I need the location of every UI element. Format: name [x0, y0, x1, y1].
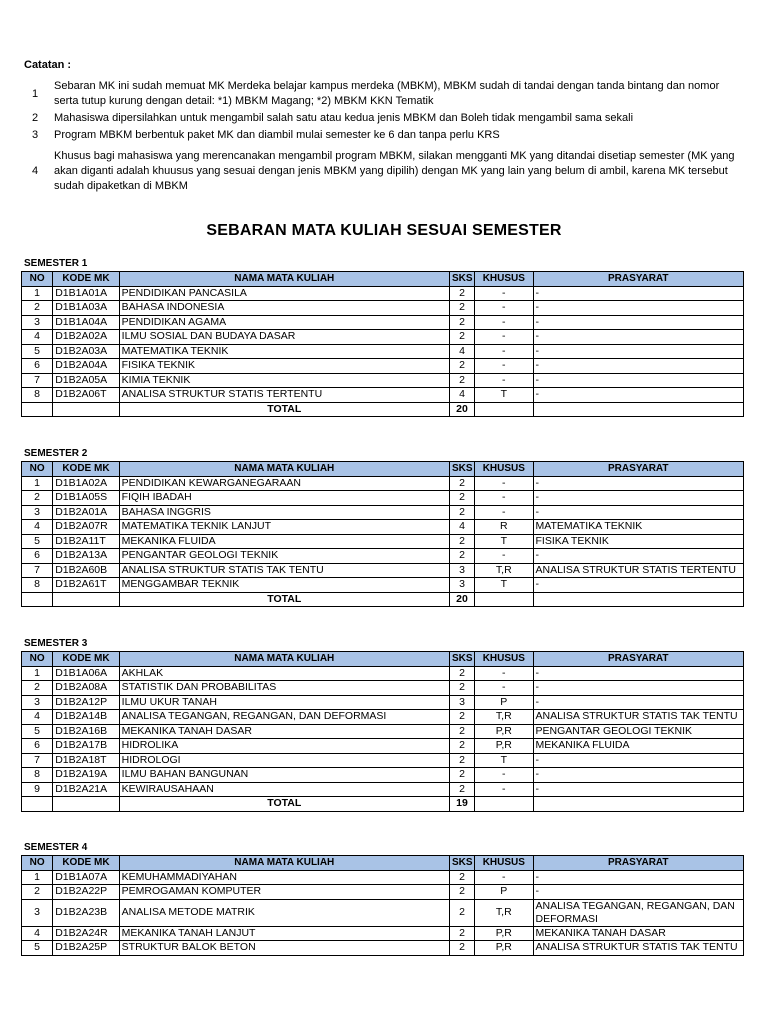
note-text: Khusus bagi mahasiswa yang merencanakan mengambil program MBKM, silakan mengganti MK yang ditandai disetiap semester (MK yang akan diganti adalah khuusus yang sesuai dengan jenis MBKM yang dipilih) dengan MK yang lain yang belum di ambil, karena MK tersebut sudah dipaketkan di MBKM	[54, 150, 735, 192]
cell-prasyarat: -	[533, 388, 744, 403]
cell-no: 3	[22, 899, 53, 926]
course-table	[21, 461, 744, 607]
cell-kode-mk: D1B2A21A	[53, 782, 119, 797]
total-empty-cell	[22, 592, 53, 607]
cell-prasyarat: ANALISA STRUKTUR STATIS TAK TENTU	[533, 710, 744, 725]
cell-prasyarat: -	[533, 373, 744, 388]
cell-khusus: R	[475, 520, 533, 535]
cell-kode-mk: D1B2A61T	[53, 578, 119, 593]
header-sks: SKS	[449, 652, 474, 667]
cell-nama-mata-kuliah: ANALISA METODE MATRIK	[119, 899, 449, 926]
cell-khusus: -	[475, 315, 533, 330]
cell-sks: 4	[449, 388, 474, 403]
total-row	[22, 797, 744, 812]
cell-nama-mata-kuliah: PENDIDIKAN PANCASILA	[119, 286, 449, 301]
header-prasyarat: PRASYARAT	[533, 652, 744, 667]
cell-kode-mk: D1B2A60B	[53, 563, 119, 578]
cell-nama-mata-kuliah: MEKANIKA FLUIDA	[119, 534, 449, 549]
table-row	[22, 739, 744, 754]
cell-khusus: T,R	[475, 563, 533, 578]
cell-nama-mata-kuliah: STRUKTUR BALOK BETON	[119, 941, 449, 956]
cell-prasyarat: -	[533, 666, 744, 681]
cell-khusus: T	[475, 578, 533, 593]
cell-nama-mata-kuliah: MATEMATIKA TEKNIK LANJUT	[119, 520, 449, 535]
cell-nama-mata-kuliah: KEMUHAMMADIYAHAN	[119, 870, 449, 885]
cell-kode-mk: D1B2A06T	[53, 388, 119, 403]
cell-no: 5	[22, 344, 53, 359]
cell-khusus: -	[475, 344, 533, 359]
cell-prasyarat: FISIKA TEKNIK	[533, 534, 744, 549]
header-sks: SKS	[449, 462, 474, 477]
cell-khusus: T,R	[475, 710, 533, 725]
table-row	[22, 505, 744, 520]
table-row	[22, 534, 744, 549]
cell-prasyarat: MATEMATIKA TEKNIK	[533, 520, 744, 535]
cell-khusus: -	[475, 870, 533, 885]
cell-prasyarat: MEKANIKA TANAH DASAR	[533, 926, 744, 941]
cell-prasyarat: MEKANIKA FLUIDA	[533, 739, 744, 754]
table-row	[22, 926, 744, 941]
total-row	[22, 592, 744, 607]
cell-no: 4	[22, 330, 53, 345]
total-empty-cell	[533, 402, 744, 417]
cell-kode-mk: D1B1A04A	[53, 315, 119, 330]
cell-kode-mk: D1B2A12P	[53, 695, 119, 710]
table-row	[22, 578, 744, 593]
cell-sks: 2	[449, 505, 474, 520]
cell-no: 8	[22, 578, 53, 593]
note-number: 1	[32, 87, 39, 100]
cell-kode-mk: D1B1A07A	[53, 870, 119, 885]
table-row	[22, 549, 744, 564]
cell-nama-mata-kuliah: HIDROLIKA	[119, 739, 449, 754]
cell-sks: 2	[449, 941, 474, 956]
cell-sks: 2	[449, 926, 474, 941]
cell-prasyarat: -	[533, 695, 744, 710]
total-label: TOTAL	[119, 797, 449, 812]
cell-nama-mata-kuliah: STATISTIK DAN PROBABILITAS	[119, 681, 449, 696]
cell-kode-mk: D1B2A08A	[53, 681, 119, 696]
table-header-row	[22, 856, 744, 871]
header-no: NO	[22, 462, 53, 477]
cell-kode-mk: D1B2A05A	[53, 373, 119, 388]
cell-sks: 2	[449, 739, 474, 754]
cell-sks: 4	[449, 520, 474, 535]
cell-sks: 3	[449, 563, 474, 578]
cell-no: 4	[22, 520, 53, 535]
cell-sks: 2	[449, 753, 474, 768]
cell-kode-mk: D1B1A06A	[53, 666, 119, 681]
cell-no: 7	[22, 753, 53, 768]
note-text: Program MBKM berbentuk paket MK dan diambil mulai semester ke 6 dan tanpa perlu KRS	[54, 129, 500, 141]
cell-prasyarat: -	[533, 505, 744, 520]
header-kode-mk: KODE MK	[53, 462, 119, 477]
cell-prasyarat: -	[533, 301, 744, 316]
note-item	[24, 111, 744, 126]
cell-kode-mk: D1B2A25P	[53, 941, 119, 956]
cell-nama-mata-kuliah: BAHASA INDONESIA	[119, 301, 449, 316]
cell-no: 6	[22, 359, 53, 374]
cell-khusus: -	[475, 505, 533, 520]
table-row	[22, 476, 744, 491]
table-row	[22, 941, 744, 956]
cell-kode-mk: D1B1A03A	[53, 301, 119, 316]
cell-sks: 2	[449, 315, 474, 330]
cell-nama-mata-kuliah: ANALISA TEGANGAN, REGANGAN, DAN DEFORMASI	[119, 710, 449, 725]
semester-2-block	[21, 447, 744, 607]
header-prasyarat: PRASYARAT	[533, 856, 744, 871]
total-sks: 19	[449, 797, 474, 812]
header-nama-mata-kuliah: NAMA MATA KULIAH	[119, 462, 449, 477]
header-kode-mk: KODE MK	[53, 272, 119, 287]
total-sks: 20	[449, 592, 474, 607]
cell-sks: 2	[449, 666, 474, 681]
semester-label: SEMESTER 1	[24, 258, 88, 269]
cell-no: 1	[22, 286, 53, 301]
cell-sks: 2	[449, 870, 474, 885]
header-prasyarat: PRASYARAT	[533, 272, 744, 287]
note-text: Mahasiswa dipersilahkan untuk mengambil salah satu atau kedua jenis MBKM dan Boleh tidak mengambil sama sekali	[54, 112, 634, 124]
cell-kode-mk: D1B2A02A	[53, 330, 119, 345]
table-row	[22, 359, 744, 374]
table-header-row	[22, 652, 744, 667]
notes-title: Catatan :	[24, 59, 72, 71]
semester-4-block	[21, 841, 744, 956]
cell-khusus: -	[475, 359, 533, 374]
note-item	[24, 149, 744, 194]
header-sks: SKS	[449, 856, 474, 871]
cell-nama-mata-kuliah: ILMU BAHAN BANGUNAN	[119, 768, 449, 783]
cell-nama-mata-kuliah: MEKANIKA TANAH LANJUT	[119, 926, 449, 941]
cell-no: 1	[22, 870, 53, 885]
table-row	[22, 563, 744, 578]
header-khusus: KHUSUS	[475, 462, 533, 477]
note-item	[24, 128, 744, 143]
cell-prasyarat: ANALISA STRUKTUR STATIS TERTENTU	[533, 563, 744, 578]
cell-prasyarat: -	[533, 768, 744, 783]
table-row	[22, 724, 744, 739]
cell-khusus: P	[475, 695, 533, 710]
cell-sks: 2	[449, 359, 474, 374]
cell-kode-mk: D1B2A01A	[53, 505, 119, 520]
cell-no: 5	[22, 534, 53, 549]
cell-no: 5	[22, 941, 53, 956]
cell-no: 2	[22, 681, 53, 696]
cell-prasyarat: -	[533, 491, 744, 506]
total-empty-cell	[475, 797, 533, 812]
cell-sks: 2	[449, 286, 474, 301]
cell-sks: 2	[449, 330, 474, 345]
cell-kode-mk: D1B2A03A	[53, 344, 119, 359]
semester-3-block	[21, 637, 744, 812]
table-header-row	[22, 462, 744, 477]
total-sks: 20	[449, 402, 474, 417]
table-row	[22, 782, 744, 797]
table-row	[22, 330, 744, 345]
cell-nama-mata-kuliah: ILMU UKUR TANAH	[119, 695, 449, 710]
cell-no: 8	[22, 768, 53, 783]
cell-kode-mk: D1B2A04A	[53, 359, 119, 374]
table-row	[22, 681, 744, 696]
cell-no: 6	[22, 739, 53, 754]
cell-no: 7	[22, 563, 53, 578]
total-empty-cell	[53, 797, 119, 812]
cell-kode-mk: D1B2A07R	[53, 520, 119, 535]
cell-sks: 2	[449, 476, 474, 491]
cell-prasyarat: -	[533, 681, 744, 696]
cell-nama-mata-kuliah: KEWIRAUSAHAAN	[119, 782, 449, 797]
table-row	[22, 695, 744, 710]
cell-khusus: T	[475, 753, 533, 768]
header-no: NO	[22, 856, 53, 871]
cell-khusus: T,R	[475, 899, 533, 926]
cell-no: 1	[22, 476, 53, 491]
cell-prasyarat: -	[533, 476, 744, 491]
cell-nama-mata-kuliah: FISIKA TEKNIK	[119, 359, 449, 374]
table-row	[22, 301, 744, 316]
cell-kode-mk: D1B1A01A	[53, 286, 119, 301]
table-row	[22, 870, 744, 885]
cell-nama-mata-kuliah: MEKANIKA TANAH DASAR	[119, 724, 449, 739]
cell-sks: 2	[449, 768, 474, 783]
semester-1-block	[21, 257, 744, 417]
cell-prasyarat: -	[533, 753, 744, 768]
header-no: NO	[22, 272, 53, 287]
cell-kode-mk: D1B2A16B	[53, 724, 119, 739]
cell-prasyarat: ANALISA TEGANGAN, REGANGAN, DAN DEFORMASI	[533, 899, 744, 926]
note-number: 2	[32, 112, 39, 124]
cell-prasyarat: -	[533, 330, 744, 345]
cell-khusus: -	[475, 768, 533, 783]
header-prasyarat: PRASYARAT	[533, 462, 744, 477]
cell-prasyarat: -	[533, 286, 744, 301]
cell-no: 7	[22, 373, 53, 388]
cell-khusus: -	[475, 549, 533, 564]
cell-khusus: -	[475, 666, 533, 681]
cell-prasyarat: -	[533, 885, 744, 900]
table-row	[22, 710, 744, 725]
cell-sks: 4	[449, 344, 474, 359]
cell-no: 2	[22, 491, 53, 506]
cell-no: 2	[22, 301, 53, 316]
header-nama-mata-kuliah: NAMA MATA KULIAH	[119, 272, 449, 287]
cell-prasyarat: ANALISA STRUKTUR STATIS TAK TENTU	[533, 941, 744, 956]
header-sks: SKS	[449, 272, 474, 287]
cell-prasyarat: -	[533, 578, 744, 593]
total-empty-cell	[533, 592, 744, 607]
cell-nama-mata-kuliah: PENDIDIKAN KEWARGANEGARAAN	[119, 476, 449, 491]
cell-no: 8	[22, 388, 53, 403]
table-row	[22, 286, 744, 301]
total-label: TOTAL	[119, 592, 449, 607]
cell-prasyarat: -	[533, 549, 744, 564]
cell-no: 2	[22, 885, 53, 900]
cell-sks: 2	[449, 724, 474, 739]
cell-sks: 2	[449, 899, 474, 926]
total-empty-cell	[53, 592, 119, 607]
cell-nama-mata-kuliah: ILMU SOSIAL DAN BUDAYA DASAR	[119, 330, 449, 345]
table-row	[22, 885, 744, 900]
cell-kode-mk: D1B2A11T	[53, 534, 119, 549]
cell-khusus: T	[475, 534, 533, 549]
table-row	[22, 899, 744, 926]
cell-khusus: -	[475, 373, 533, 388]
table-row	[22, 520, 744, 535]
cell-nama-mata-kuliah: AKHLAK	[119, 666, 449, 681]
cell-khusus: -	[475, 330, 533, 345]
cell-khusus: -	[475, 286, 533, 301]
total-empty-cell	[22, 402, 53, 417]
course-table	[21, 651, 744, 812]
table-row	[22, 666, 744, 681]
cell-kode-mk: D1B2A14B	[53, 710, 119, 725]
table-row	[22, 344, 744, 359]
total-empty-cell	[475, 402, 533, 417]
cell-nama-mata-kuliah: ANALISA STRUKTUR STATIS TERTENTU	[119, 388, 449, 403]
cell-kode-mk: D1B2A23B	[53, 899, 119, 926]
cell-kode-mk: D1B2A24R	[53, 926, 119, 941]
header-kode-mk: KODE MK	[53, 856, 119, 871]
cell-nama-mata-kuliah: ANALISA STRUKTUR STATIS TAK TENTU	[119, 563, 449, 578]
cell-sks: 2	[449, 549, 474, 564]
cell-khusus: P,R	[475, 739, 533, 754]
cell-kode-mk: D1B2A18T	[53, 753, 119, 768]
cell-kode-mk: D1B2A22P	[53, 885, 119, 900]
cell-khusus: -	[475, 782, 533, 797]
cell-nama-mata-kuliah: KIMIA TEKNIK	[119, 373, 449, 388]
total-row	[22, 402, 744, 417]
cell-no: 5	[22, 724, 53, 739]
cell-no: 3	[22, 505, 53, 520]
cell-nama-mata-kuliah: PENDIDIKAN AGAMA	[119, 315, 449, 330]
header-kode-mk: KODE MK	[53, 652, 119, 667]
cell-kode-mk: D1B1A02A	[53, 476, 119, 491]
cell-kode-mk: D1B1A05S	[53, 491, 119, 506]
cell-nama-mata-kuliah: MENGGAMBAR TEKNIK	[119, 578, 449, 593]
cell-khusus: P,R	[475, 941, 533, 956]
header-no: NO	[22, 652, 53, 667]
cell-prasyarat: -	[533, 315, 744, 330]
cell-sks: 3	[449, 578, 474, 593]
cell-khusus: -	[475, 491, 533, 506]
cell-no: 3	[22, 315, 53, 330]
table-row	[22, 373, 744, 388]
cell-sks: 2	[449, 534, 474, 549]
total-empty-cell	[53, 402, 119, 417]
note-item	[24, 79, 744, 109]
header-nama-mata-kuliah: NAMA MATA KULIAH	[119, 652, 449, 667]
note-text: Sebaran MK ini sudah memuat MK Merdeka belajar kampus merdeka (MBKM), MBKM sudah di tandai dengan tanda bintang dan nomor serta tutup kurung dengan detail: *1) MBKM Magang; *2) MBKM KKN Tematik	[54, 80, 720, 107]
cell-nama-mata-kuliah: BAHASA INGGRIS	[119, 505, 449, 520]
cell-prasyarat: PENGANTAR GEOLOGI TEKNIK	[533, 724, 744, 739]
cell-no: 4	[22, 710, 53, 725]
cell-khusus: P,R	[475, 926, 533, 941]
cell-no: 1	[22, 666, 53, 681]
cell-kode-mk: D1B2A19A	[53, 768, 119, 783]
header-nama-mata-kuliah: NAMA MATA KULIAH	[119, 856, 449, 871]
cell-khusus: T	[475, 388, 533, 403]
cell-prasyarat: -	[533, 870, 744, 885]
table-row	[22, 491, 744, 506]
total-empty-cell	[533, 797, 744, 812]
cell-khusus: P	[475, 885, 533, 900]
cell-no: 6	[22, 549, 53, 564]
cell-nama-mata-kuliah: HIDROLOGI	[119, 753, 449, 768]
notes-section	[24, 58, 744, 196]
header-khusus: KHUSUS	[475, 856, 533, 871]
cell-nama-mata-kuliah: FIQIH IBADAH	[119, 491, 449, 506]
note-number: 3	[32, 129, 39, 141]
cell-khusus: -	[475, 681, 533, 696]
table-row	[22, 315, 744, 330]
cell-kode-mk: D1B2A13A	[53, 549, 119, 564]
cell-sks: 2	[449, 491, 474, 506]
cell-sks: 2	[449, 373, 474, 388]
cell-nama-mata-kuliah: MATEMATIKA TEKNIK	[119, 344, 449, 359]
cell-khusus: -	[475, 476, 533, 491]
table-row	[22, 388, 744, 403]
cell-sks: 2	[449, 681, 474, 696]
note-number: 4	[32, 165, 39, 177]
cell-sks: 2	[449, 885, 474, 900]
semester-label: SEMESTER 4	[24, 842, 88, 853]
cell-nama-mata-kuliah: PEMROGAMAN KOMPUTER	[119, 885, 449, 900]
course-table	[21, 271, 744, 417]
header-khusus: KHUSUS	[475, 272, 533, 287]
cell-no: 9	[22, 782, 53, 797]
header-khusus: KHUSUS	[475, 652, 533, 667]
cell-sks: 2	[449, 782, 474, 797]
document-title: SEBARAN MATA KULIAH SESUAI SEMESTER	[206, 222, 562, 239]
table-header-row	[22, 272, 744, 287]
cell-prasyarat: -	[533, 359, 744, 374]
semester-label: SEMESTER 2	[24, 448, 88, 459]
total-empty-cell	[22, 797, 53, 812]
cell-kode-mk: D1B2A17B	[53, 739, 119, 754]
cell-khusus: P,R	[475, 724, 533, 739]
cell-prasyarat: -	[533, 344, 744, 359]
cell-sks: 2	[449, 301, 474, 316]
cell-sks: 2	[449, 710, 474, 725]
cell-no: 3	[22, 695, 53, 710]
cell-sks: 3	[449, 695, 474, 710]
semester-label: SEMESTER 3	[24, 638, 88, 649]
cell-khusus: -	[475, 301, 533, 316]
cell-no: 4	[22, 926, 53, 941]
cell-nama-mata-kuliah: PENGANTAR GEOLOGI TEKNIK	[119, 549, 449, 564]
table-row	[22, 753, 744, 768]
total-empty-cell	[475, 592, 533, 607]
table-row	[22, 768, 744, 783]
course-table	[21, 855, 744, 956]
cell-prasyarat: -	[533, 782, 744, 797]
total-label: TOTAL	[119, 402, 449, 417]
